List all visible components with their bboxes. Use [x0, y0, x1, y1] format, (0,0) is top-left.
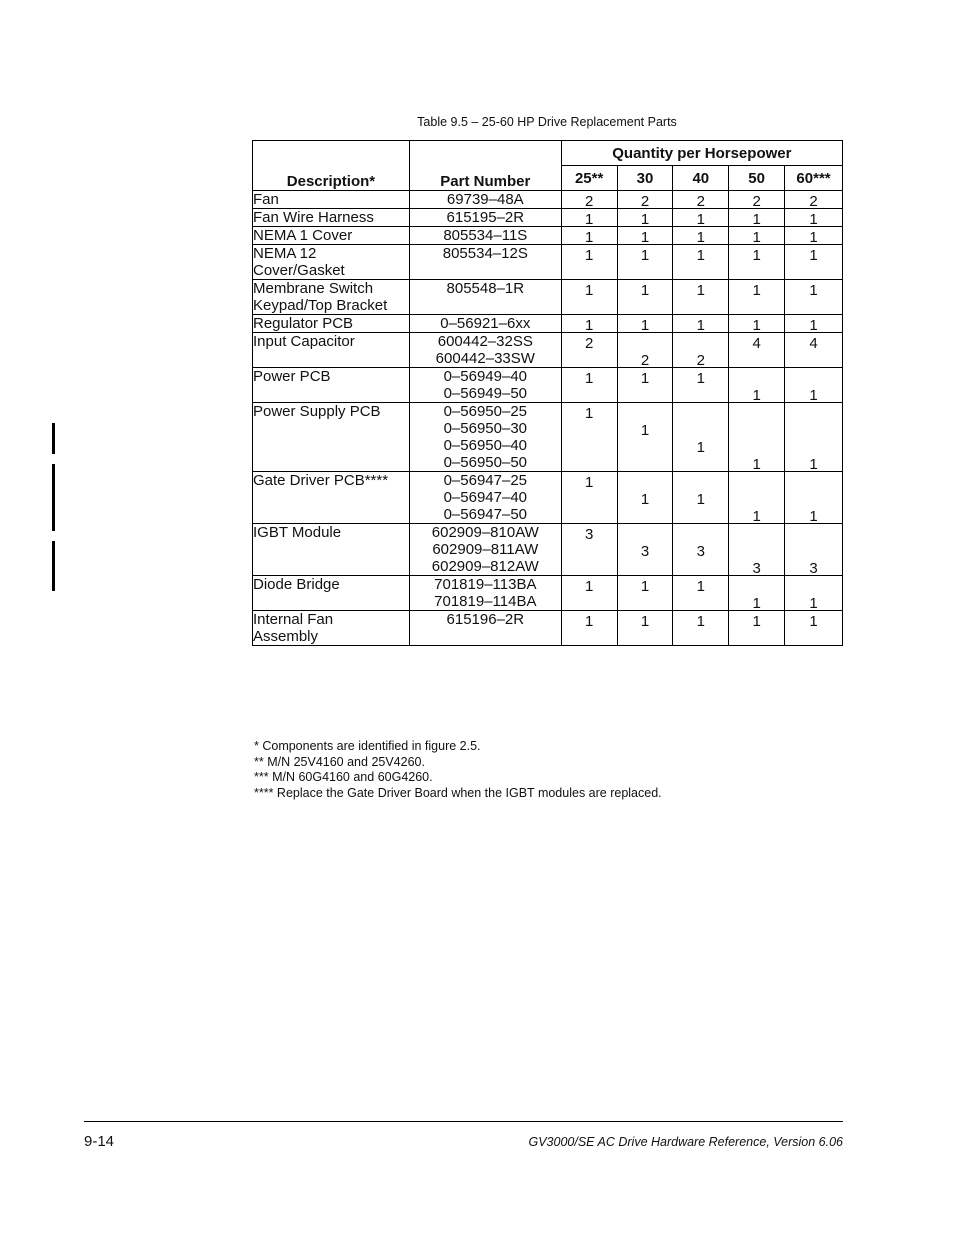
quantity-value: 1 [809, 317, 818, 334]
quantity-value: 1 [640, 578, 650, 595]
quantity-value: 2 [752, 193, 761, 210]
quantity-value: 1 [752, 247, 761, 264]
cell-quantity [561, 191, 617, 209]
quantity-value: 3 [584, 526, 594, 543]
quantity-value: 1 [640, 491, 650, 508]
cell-quantity [729, 209, 785, 227]
cell-quantity [785, 280, 843, 315]
description-line: Fan [253, 191, 279, 208]
part-number-line: 615195–2R [446, 209, 525, 226]
quantity-value: 2 [640, 193, 650, 210]
cell-quantity [673, 576, 729, 611]
cell-part-number [409, 209, 561, 227]
quantity-value: 2 [640, 352, 650, 369]
header-part-number: Part Number [409, 141, 561, 191]
quantity-value: 3 [696, 543, 705, 560]
table-row [253, 576, 843, 611]
description-line: Input Capacitor [253, 333, 355, 350]
quantity-value: 1 [640, 247, 650, 264]
footnote: ** M/N 25V4160 and 25V4260. [254, 754, 425, 769]
description-line: Cover/Gasket [253, 262, 345, 279]
header-hp-60: 60*** [785, 166, 843, 191]
cell-description [253, 245, 410, 280]
quantity-value: 1 [696, 317, 705, 334]
part-number-line: 0–56949–40 [443, 368, 528, 385]
quantity-value: 1 [809, 595, 818, 612]
cell-quantity [617, 611, 673, 646]
cell-quantity [673, 315, 729, 333]
table-row [253, 280, 843, 315]
quantity-value: 2 [696, 193, 705, 210]
quantity-value: 1 [752, 456, 761, 473]
cell-quantity [673, 524, 729, 576]
quantity-value: 1 [696, 229, 705, 246]
footer-rule [84, 1121, 843, 1122]
quantity-value: 1 [809, 229, 818, 246]
quantity-value: 1 [584, 405, 594, 422]
quantity-value: 1 [640, 422, 650, 439]
table-row [253, 227, 843, 245]
description-line: NEMA 1 Cover [253, 227, 353, 244]
cell-quantity [785, 576, 843, 611]
cell-part-number [409, 280, 561, 315]
description-line: Fan Wire Harness [253, 209, 374, 226]
quantity-value: 1 [584, 317, 594, 334]
cell-quantity [561, 472, 617, 524]
cell-quantity [673, 368, 729, 403]
header-quantity-per-horsepower: Quantity per Horsepower [561, 141, 842, 166]
description-line: Gate Driver PCB**** [253, 472, 389, 489]
cell-quantity [561, 368, 617, 403]
table-row [253, 611, 843, 646]
cell-quantity [617, 227, 673, 245]
cell-quantity [785, 611, 843, 646]
part-number-line: 805534–11S [443, 227, 528, 244]
table-row [253, 524, 843, 576]
cell-part-number [409, 333, 561, 368]
cell-quantity [561, 209, 617, 227]
quantity-value: 1 [809, 211, 818, 228]
quantity-value: 1 [809, 613, 818, 630]
parts-table-body [253, 191, 843, 646]
cell-quantity [785, 191, 843, 209]
quantity-value: 1 [640, 282, 650, 299]
description-line: Power Supply PCB [253, 403, 381, 420]
cell-part-number [409, 368, 561, 403]
cell-quantity [561, 315, 617, 333]
table-row [253, 368, 843, 403]
cell-part-number [409, 315, 561, 333]
footnote: * Components are identified in figure 2.5. [254, 739, 481, 753]
header-hp-30: 30 [617, 166, 673, 191]
quantity-value: 1 [752, 282, 761, 299]
table-row [253, 333, 843, 368]
cell-quantity [617, 403, 673, 472]
cell-description [253, 403, 410, 472]
quantity-value: 1 [696, 370, 705, 387]
cell-part-number [409, 191, 561, 209]
quantity-value: 1 [584, 229, 594, 246]
part-number-line: 805534–12S [442, 245, 528, 262]
cell-quantity [785, 368, 843, 403]
quantity-value: 1 [584, 474, 594, 491]
cell-quantity [617, 472, 673, 524]
cell-quantity [785, 472, 843, 524]
quantity-value: 1 [584, 370, 594, 387]
quantity-value: 1 [809, 247, 818, 264]
cell-description [253, 227, 410, 245]
quantity-value: 1 [752, 387, 761, 404]
table-row [253, 315, 843, 333]
quantity-value: 1 [752, 211, 761, 228]
cell-quantity [729, 280, 785, 315]
quantity-value: 1 [640, 211, 650, 228]
quantity-value: 2 [696, 352, 705, 369]
part-number-line: 805548–1R [446, 280, 525, 297]
cell-description [253, 191, 410, 209]
cell-description [253, 368, 410, 403]
quantity-value: 1 [752, 317, 761, 334]
quantity-value: 1 [752, 595, 761, 612]
header-hp-25: 25** [561, 166, 617, 191]
cell-quantity [673, 333, 729, 368]
quantity-value: 1 [584, 211, 594, 228]
description-line: Power PCB [253, 368, 331, 385]
table-row [253, 209, 843, 227]
cell-quantity [729, 333, 785, 368]
cell-quantity [729, 368, 785, 403]
cell-quantity [561, 524, 617, 576]
part-number-line: 615196–2R [446, 611, 525, 628]
part-number-line: 602909–810AW [431, 524, 539, 541]
cell-part-number [409, 576, 561, 611]
quantity-value: 1 [696, 247, 705, 264]
quantity-value: 1 [696, 439, 705, 456]
quantity-value: 1 [696, 491, 705, 508]
cell-description [253, 472, 410, 524]
cell-quantity [785, 227, 843, 245]
document-title: GV3000/SE AC Drive Hardware Reference, Version 6.06 [528, 1135, 843, 1149]
revision-change-bar [52, 541, 55, 591]
cell-quantity [561, 403, 617, 472]
footnotes [254, 739, 662, 801]
quantity-value: 3 [752, 560, 761, 577]
cell-quantity [729, 245, 785, 280]
page-number: 9-14 [84, 1133, 115, 1150]
quantity-value: 1 [584, 282, 594, 299]
quantity-value: 1 [584, 247, 594, 264]
part-number-line: 602909–812AW [431, 558, 539, 575]
part-number-line: 0–56947–50 [443, 506, 528, 523]
description-line: Membrane Switch [253, 280, 374, 297]
quantity-value: 1 [752, 229, 761, 246]
quantity-value: 1 [640, 370, 650, 387]
description-line: Internal Fan [253, 611, 334, 628]
revision-change-bar [52, 423, 55, 454]
cell-quantity [617, 209, 673, 227]
cell-quantity [785, 209, 843, 227]
cell-quantity [785, 315, 843, 333]
cell-quantity [617, 191, 673, 209]
cell-quantity [673, 209, 729, 227]
part-number-line: 0–56947–40 [443, 489, 528, 506]
quantity-value: 2 [809, 193, 818, 210]
description-line: Assembly [253, 628, 319, 645]
quantity-value: 1 [640, 229, 650, 246]
part-number-line: 0–56950–40 [443, 437, 528, 454]
quantity-value: 1 [809, 387, 818, 404]
part-number-line: 0–56921–6xx [440, 315, 531, 332]
cell-quantity [673, 191, 729, 209]
quantity-value: 1 [696, 282, 705, 299]
description-line: NEMA 12 [253, 245, 317, 262]
cell-quantity [673, 280, 729, 315]
cell-part-number [409, 227, 561, 245]
quantity-value: 1 [809, 282, 818, 299]
quantity-value: 1 [640, 613, 650, 630]
description-line: Regulator PCB [253, 315, 354, 332]
quantity-value: 4 [752, 335, 761, 352]
quantity-value: 1 [640, 317, 650, 334]
cell-quantity [729, 611, 785, 646]
quantity-value: 1 [752, 613, 761, 630]
part-number-line: 0–56950–50 [443, 454, 528, 471]
cell-quantity [729, 524, 785, 576]
quantity-value: 1 [584, 578, 594, 595]
cell-quantity [561, 611, 617, 646]
part-number-line: 701819–114BA [434, 593, 537, 610]
cell-quantity [729, 472, 785, 524]
table-row [253, 472, 843, 524]
cell-quantity [729, 227, 785, 245]
cell-quantity [673, 227, 729, 245]
part-number-line: 0–56950–25 [443, 403, 528, 420]
header-hp-40: 40 [673, 166, 729, 191]
cell-quantity [561, 333, 617, 368]
part-number-line: 0–56950–30 [443, 420, 528, 437]
cell-part-number [409, 245, 561, 280]
quantity-value: 3 [640, 543, 650, 560]
cell-quantity [617, 368, 673, 403]
description-line: Diode Bridge [253, 576, 340, 593]
cell-description [253, 280, 410, 315]
footnote: **** Replace the Gate Driver Board when the IGBT modules are replaced. [254, 785, 662, 800]
quantity-value: 2 [584, 193, 594, 210]
cell-description [253, 315, 410, 333]
quantity-value: 4 [809, 335, 818, 352]
cell-quantity [729, 576, 785, 611]
table-row [253, 403, 843, 472]
quantity-value: 1 [752, 508, 761, 525]
part-number-line: 600442–33SW [435, 350, 535, 367]
cell-quantity [673, 472, 729, 524]
cell-quantity [673, 403, 729, 472]
table-caption: Table 9.5 – 25-60 HP Drive Replacement Parts [417, 115, 677, 129]
cell-part-number [409, 611, 561, 646]
cell-quantity [617, 315, 673, 333]
part-number-line: 602909–811AW [432, 541, 539, 558]
cell-quantity [673, 245, 729, 280]
part-number-line: 701819–113BA [434, 576, 537, 593]
cell-quantity [561, 245, 617, 280]
part-number-line: 0–56949–50 [443, 385, 528, 402]
part-number-line: 600442–32SS [437, 333, 533, 350]
cell-quantity [785, 524, 843, 576]
quantity-value: 1 [696, 613, 705, 630]
table-row [253, 245, 843, 280]
cell-description [253, 524, 410, 576]
quantity-value: 2 [584, 335, 594, 352]
quantity-value: 1 [809, 508, 818, 525]
cell-quantity [729, 403, 785, 472]
cell-quantity [785, 333, 843, 368]
cell-quantity [673, 611, 729, 646]
cell-quantity [561, 227, 617, 245]
header-hp-50: 50 [729, 166, 785, 191]
cell-description [253, 611, 410, 646]
cell-quantity [561, 576, 617, 611]
cell-quantity [785, 403, 843, 472]
footnote: *** M/N 60G4160 and 60G4260. [254, 770, 433, 784]
header-description: Description* [253, 141, 410, 191]
part-number-line: 69739–48A [446, 191, 524, 208]
cell-part-number [409, 472, 561, 524]
cell-quantity [617, 576, 673, 611]
cell-quantity [617, 524, 673, 576]
cell-quantity [617, 333, 673, 368]
quantity-value: 1 [696, 578, 705, 595]
quantity-value: 1 [809, 456, 818, 473]
quantity-value: 1 [696, 211, 705, 228]
cell-quantity [617, 280, 673, 315]
revision-change-bar [52, 464, 55, 531]
description-line: Keypad/Top Bracket [253, 297, 388, 314]
cell-part-number [409, 524, 561, 576]
quantity-value: 1 [584, 613, 594, 630]
cell-description [253, 333, 410, 368]
cell-description [253, 576, 410, 611]
cell-quantity [729, 315, 785, 333]
cell-part-number [409, 403, 561, 472]
cell-description [253, 209, 410, 227]
cell-quantity [729, 191, 785, 209]
cell-quantity [561, 280, 617, 315]
part-number-line: 0–56947–25 [443, 472, 528, 489]
cell-quantity [617, 245, 673, 280]
cell-quantity [785, 245, 843, 280]
description-line: IGBT Module [253, 524, 342, 541]
quantity-value: 3 [809, 560, 818, 577]
table-row [253, 191, 843, 209]
replacement-parts-table [252, 140, 843, 646]
